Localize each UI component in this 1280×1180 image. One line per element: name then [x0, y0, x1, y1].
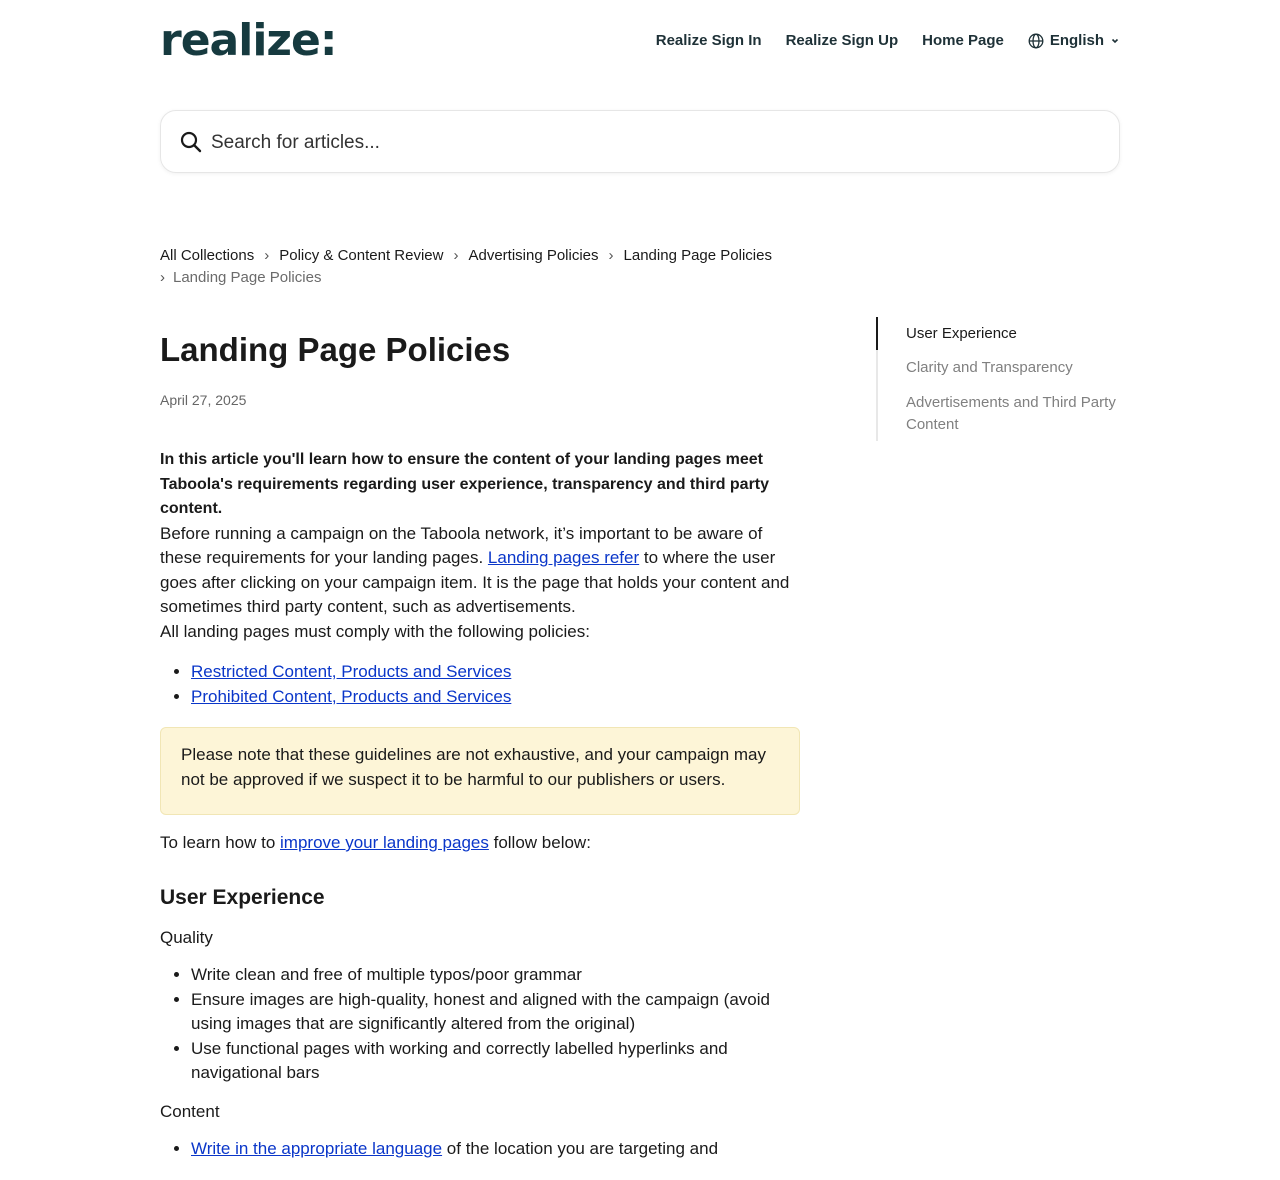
breadcrumb-advertising-policies[interactable]: Advertising Policies — [468, 247, 599, 264]
list-item — [191, 660, 800, 685]
section-title-user-experience: User Experience — [160, 885, 325, 909]
globe-icon — [1028, 33, 1044, 49]
list-item: • Use functional pages with working and correctly labelled hyperlinks and navigational bars — [191, 1037, 800, 1086]
search-bar — [160, 110, 1120, 173]
toc-item-user-experience[interactable]: User Experience — [906, 325, 1017, 342]
language-selector[interactable] — [1028, 32, 1120, 49]
nav-sign-up[interactable]: Realize Sign Up — [785, 32, 899, 49]
nav-home-page[interactable]: Home Page — [922, 32, 1004, 49]
breadcrumb-policy-content-review[interactable]: Policy & Content Review — [279, 247, 444, 264]
content-text-after: of the location you are targeting and — [442, 1139, 719, 1158]
content-list — [160, 1137, 800, 1162]
learn-text-after: follow below: — [488, 833, 591, 852]
article-date: April 27, 2025 — [160, 392, 247, 408]
breadcrumb-landing-page-policies[interactable]: Landing Page Policies — [623, 247, 772, 264]
appropriate-language-link[interactable]: Write in the appropriate language — [191, 1139, 443, 1158]
article-intro — [160, 522, 800, 620]
content-label: Content — [160, 1101, 220, 1121]
list-item — [191, 1137, 800, 1162]
improve-landing-pages-link[interactable]: improve your landing pages — [280, 833, 489, 852]
chevron-right-icon: › — [453, 247, 459, 264]
toc-active-indicator — [876, 317, 878, 350]
table-of-contents — [876, 317, 1122, 441]
article — [160, 328, 800, 1162]
landing-pages-refer-link[interactable]: Landing pages refer — [487, 548, 640, 567]
search-input[interactable] — [209, 127, 1093, 159]
restricted-content-link[interactable]: Restricted Content, Products and Services — [191, 662, 512, 681]
breadcrumb — [160, 245, 840, 289]
policy-links-list — [160, 660, 800, 709]
realize-logo[interactable]: realize: — [160, 15, 337, 66]
chevron-right-icon: › — [608, 247, 614, 264]
top-nav — [656, 32, 1120, 49]
comply-text: All landing pages must comply with the following policies: — [160, 621, 590, 641]
article-lead: In this article you'll learn how to ensure the content of your landing pages meet Taboola's requirements regarding user experience, transparency and third party content. — [160, 451, 770, 517]
intro-text: Before running a campaign on the Taboola network, it’s important to be aware of these requirements for your landing pages. — [160, 523, 763, 567]
prohibited-content-link[interactable]: Prohibited Content, Products and Services — [191, 686, 512, 706]
intro-text-after: to where the user goes after clicking on your campaign item. It is the page that holds your content and sometimes third party content, such as advertisements. — [160, 548, 790, 616]
search-icon — [180, 131, 202, 153]
page-title: Landing Page Policies — [160, 331, 511, 368]
list-item: • Write clean and free of multiple typos/poor grammar — [191, 963, 800, 988]
quality-list — [160, 963, 800, 1086]
chevron-right-icon: › — [264, 247, 270, 264]
site-header — [160, 15, 1120, 68]
toc-item-advertisements-third-party[interactable]: Advertisements and Third Party Content — [906, 394, 1116, 433]
nav-sign-in[interactable]: Realize Sign In — [655, 32, 762, 49]
learn-text — [160, 831, 800, 856]
chevron-down-icon — [1110, 36, 1120, 46]
chevron-right-icon: › — [160, 269, 165, 286]
language-label: English — [1049, 32, 1104, 49]
learn-text-before: To learn how to — [160, 833, 281, 852]
callout-note: Please note that these guidelines are not exhaustive, and your campaign may not be approved if we suspect it to be harmful to our publishers or users. — [160, 727, 800, 815]
toc-item-clarity-transparency[interactable]: Clarity and Transparency — [906, 359, 1073, 376]
list-item: • Ensure images are high-quality, honest and aligned with the campaign (avoid using images that are significantly altered from the original) — [191, 988, 800, 1037]
breadcrumb-current: Landing Page Policies — [173, 269, 322, 286]
quality-label: Quality — [160, 927, 213, 947]
breadcrumb-all-collections[interactable]: All Collections — [160, 247, 255, 264]
list-item — [191, 685, 800, 710]
